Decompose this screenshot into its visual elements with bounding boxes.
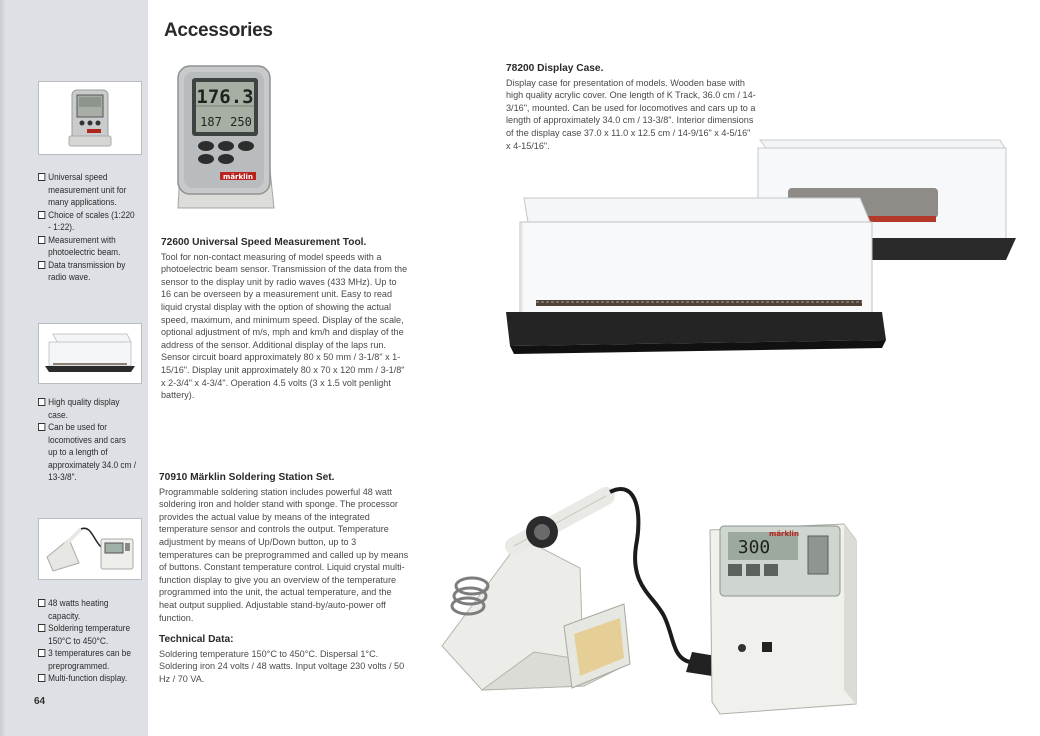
technical-data-description: Soldering temperature 150°C to 450°C. Dispersal 1°C. Soldering iron 24 volts / 48 watts. Input voltage 230 volts / 50 Hz / 70 VA.: [159, 648, 405, 684]
feature-list-display-case: [38, 396, 137, 484]
feature-item: Choice of scales (1:220 - 1:22).: [38, 209, 137, 234]
speed-tool-section: [161, 237, 409, 402]
feature-item: Soldering temperature 150°C to 450°C.: [38, 622, 137, 647]
speed-tool-image: [170, 62, 282, 216]
soldering-station-image: [424, 476, 860, 716]
sidebar: [0, 0, 148, 736]
display-case-heading: 78200 Display Case.: [506, 63, 604, 74]
feature-item: Multi-function display.: [38, 672, 137, 685]
speed-tool-description: Tool for non-contact measuring of model speeds with a photoelectric beam sensor. Transmission of the data from the sensor to the display unit by radio waves (433 MHz). Up to 16 can be overseen by a measurement unit. Easy to read liquid crystal display with the option of showing the actual speed, maximum, and minimum speed. Display of the scale, optional adjustment of m/s, mph and km/h and display of the address of the sensor. Additional display of the laps run. Sensor circuit board approximately 80 x 50 mm / 3-1/8" x 1-15/16". Display unit approximately 80 x 70 x 120 mm / 3-1/8" x 2-3/4" x 4-3/4". Operation 4.5 volts (3 x 1.5 volt penlight battery).: [161, 251, 408, 401]
soldering-description: Programmable soldering station includes powerful 48 watt soldering iron and holder stand with sponge. The processor provides the actual value by means of the integrated temperature sensor and controls the output. Temperature adjustment by means of Up/Down button, up to 3 temperatures can be preprogrammed and called up by means of buttons. Constant temperature control. Liquid crystal multi-function display to give you an overview of the temperature programmed into the unit, the actual temperature, and the heat output supplied. Adjustable stand-by/auto-power off function.: [159, 486, 409, 623]
thumbnail-soldering-station: [38, 518, 142, 580]
soldering-heading: 70910 Märklin Soldering Station Set.: [159, 472, 335, 483]
checkbox-icon: [38, 236, 45, 244]
checkbox-icon: [38, 398, 45, 406]
page-title: Accessories: [164, 20, 273, 41]
soldering-section: [159, 472, 411, 624]
speed-tool-thumbnail-image: [39, 82, 141, 154]
checkbox-icon: [38, 211, 45, 219]
station-brand-logo: märklin: [769, 530, 799, 538]
display-case-image: [500, 134, 1025, 378]
checkbox-icon: [38, 261, 45, 269]
feature-item: Can be used for locomotives and cars up to a length of approximately 34.0 cm / 13-3/8".: [38, 421, 137, 484]
checkbox-icon: [38, 599, 45, 607]
technical-data-heading: Technical Data:: [159, 634, 234, 645]
lcd-main-readout: 176.3: [196, 86, 254, 108]
feature-item: Universal speed measurement unit for many applications.: [38, 171, 137, 209]
brand-logo: märklin: [223, 173, 253, 181]
checkbox-icon: [38, 173, 45, 181]
speed-tool-heading: 72600 Universal Speed Measurement Tool.: [161, 237, 367, 248]
checkbox-icon: [38, 624, 45, 632]
feature-item: High quality display case.: [38, 396, 137, 421]
feature-item: 3 temperatures can be preprogrammed.: [38, 647, 137, 672]
soldering-thumbnail-image: [39, 519, 141, 579]
checkbox-icon: [38, 649, 45, 657]
display-case-description: Display case for presentation of models. Wooden base with high quality acrylic cover. One length of K Track, 36.0 cm / 14-3/16", mounted. Can be used for locomotives and cars up to a length of approximately 34.0 cm / 13-3/8". Interior dimensions of the display case 37.0 x 11.0 x 12.5 cm / 14-9/16" x 4-5/16" x 4-15/16".: [506, 77, 756, 151]
feature-item: 48 watts heating capacity.: [38, 597, 137, 622]
feature-item: Measurement with photoelectric beam.: [38, 234, 137, 259]
thumbnail-display-case: [38, 323, 142, 384]
feature-list-soldering: [38, 597, 137, 685]
checkbox-icon: [38, 674, 45, 682]
sidebar-edge: [0, 0, 6, 736]
technical-data-section: [159, 634, 411, 685]
display-case-thumbnail-image: [39, 324, 141, 383]
checkbox-icon: [38, 423, 45, 431]
lcd-right-readout: 250: [230, 115, 252, 129]
lcd-left-readout: 187: [200, 115, 222, 129]
feature-list-speed-tool: [38, 171, 137, 284]
station-lcd-readout: 300: [737, 537, 771, 558]
feature-item: Data transmission by radio wave.: [38, 259, 137, 284]
page-number: 64: [34, 696, 46, 707]
thumbnail-speed-tool: [38, 81, 142, 155]
